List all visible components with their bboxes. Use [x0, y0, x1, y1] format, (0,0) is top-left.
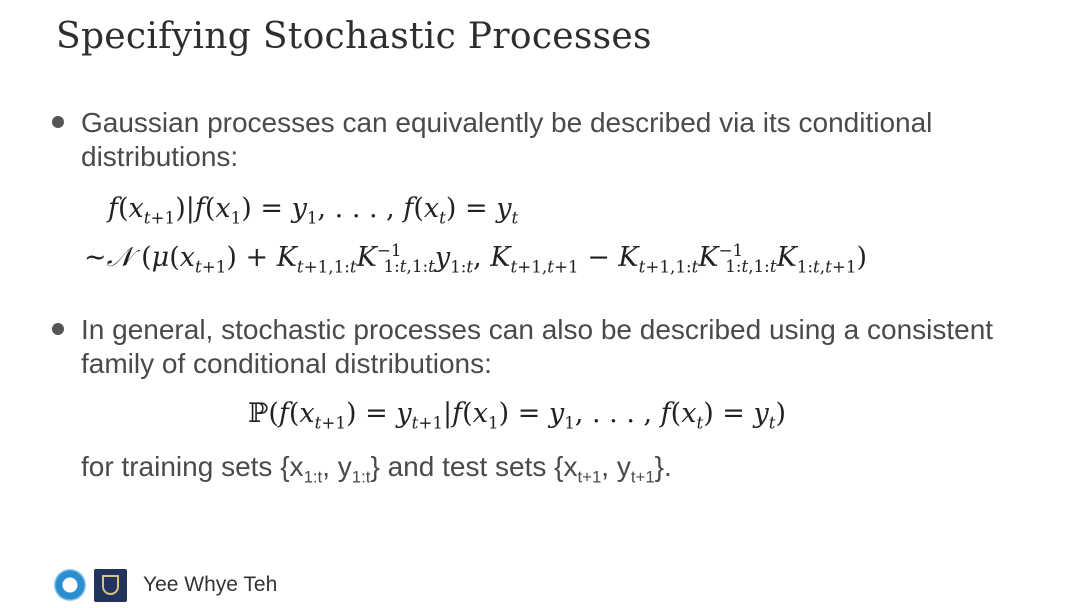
circle-logo-icon	[54, 569, 86, 601]
oxford-crest-icon	[94, 569, 127, 602]
bullet-dot	[52, 116, 64, 128]
slide-title: Specifying Stochastic Processes	[56, 16, 652, 57]
conditional-equation: $f(x_{t+1})|f(x_1) = y_1$, . . . , $f(x_t) = y_t$	[108, 193, 519, 228]
training-sets-note: for training sets {$x_{1:t}$, $y_{1:t}$} and test sets {$x_{t+1}$, $y_{t+1}$}.	[81, 451, 672, 487]
bullet-text: Gaussian processes can equivalently be described via its conditional distributions:	[81, 107, 933, 172]
author-name: Yee Whye Teh	[143, 573, 278, 596]
gaussian-distribution-equation: ∼𝒩 ($\mu(x_{t+1}) + K_{t+1,1:t}K^{-1}_{1:t,1:t}y_{1:t}$, $K_{t+1,t+1} - K_{t+1,1:t}K^{-1}_{1:t,1:t}K_{1:t,t+1}$)	[84, 240, 868, 277]
bullet-dot	[52, 323, 64, 335]
probability-equation: $ℙ(f(x_{t+1}) = y_{t+1}|f(x_1) = y_1$, . . . , $f(x_t) = y_t$)	[248, 398, 787, 433]
bullet-text: In general, stochastic processes can also be described using a consistent family of conditional distributions:	[81, 314, 994, 379]
